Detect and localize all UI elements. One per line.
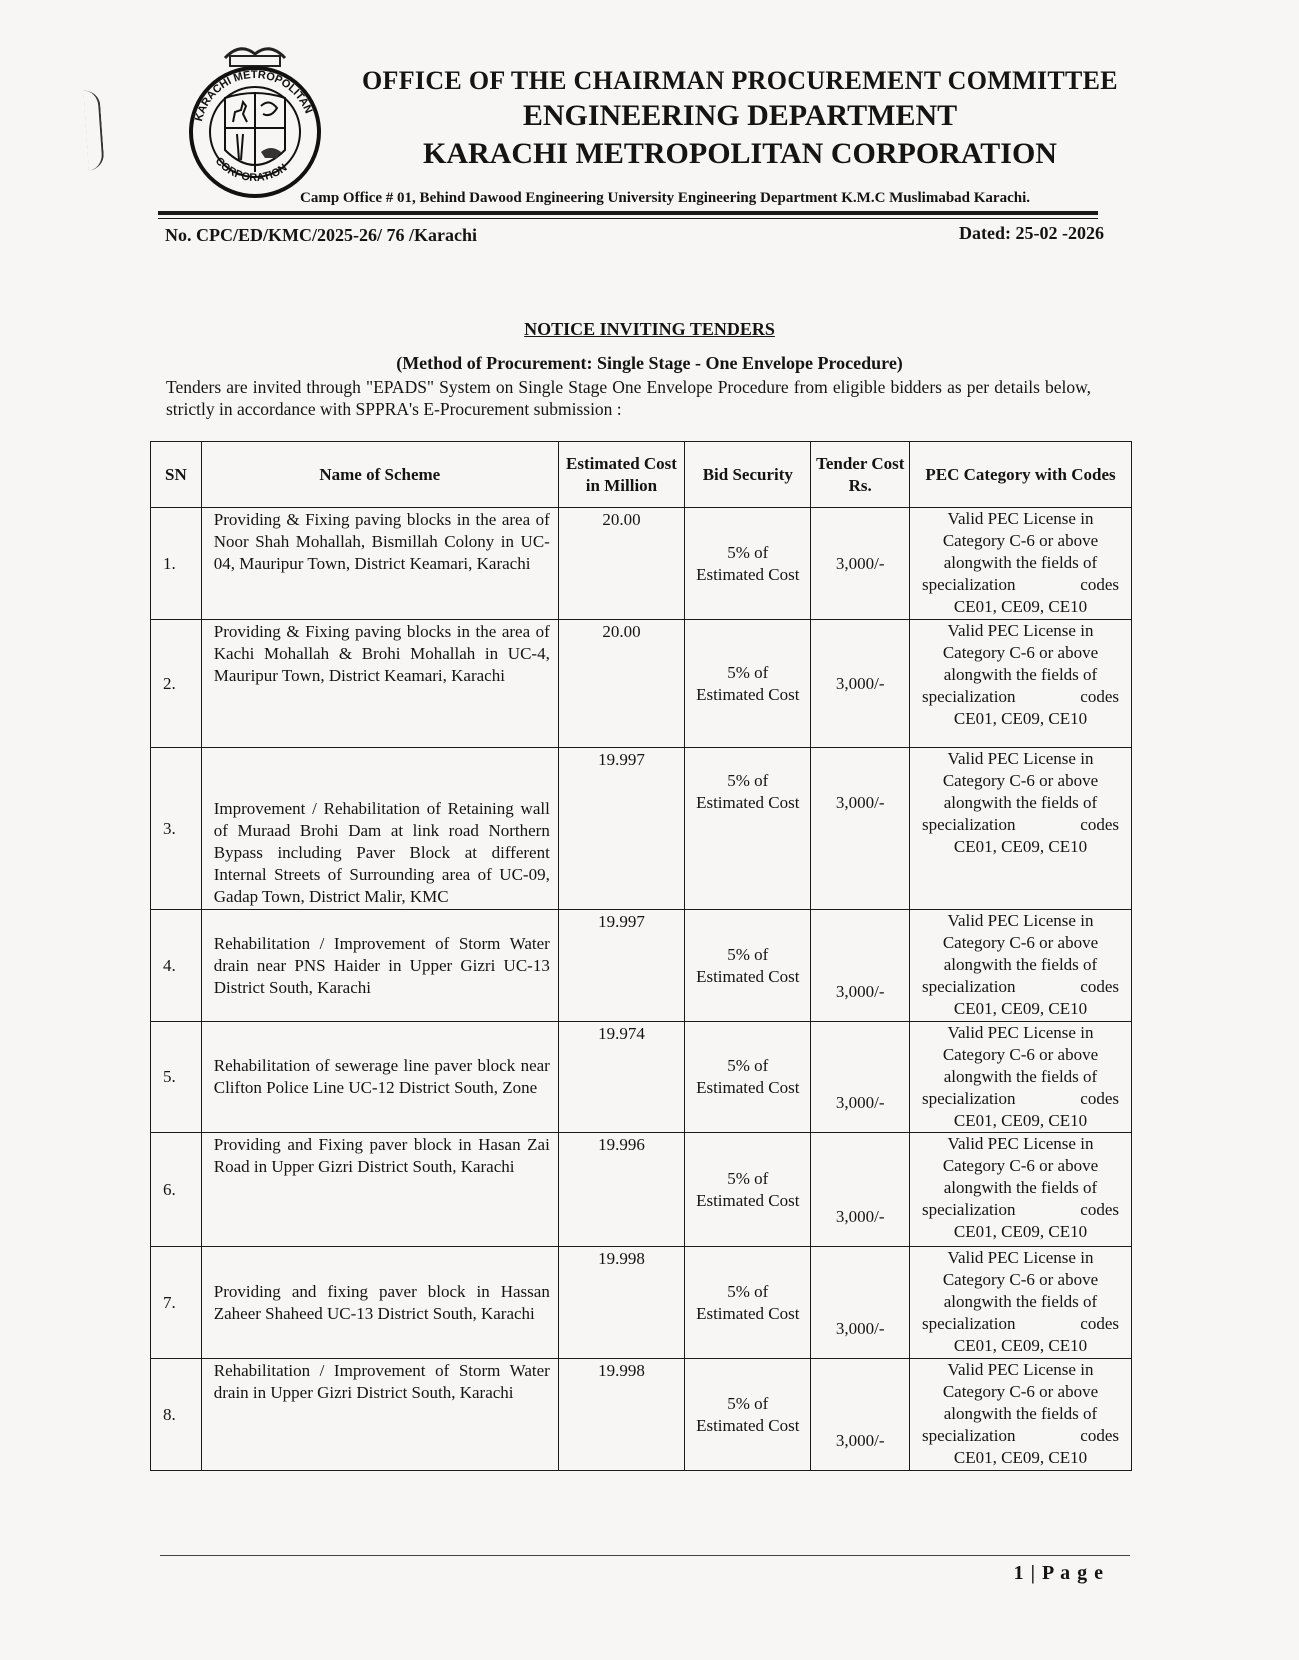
cell-tender-cost: 3,000/- — [811, 1247, 910, 1359]
cell-bid-security: 5% of Estimated Cost — [685, 1133, 811, 1247]
pec-spec-label: specialization — [922, 687, 1016, 706]
cell-tender-cost: 3,000/- — [811, 1359, 910, 1471]
cell-scheme: Rehabilitation / Improvement of Storm Water drain in Upper Gizri District South, Karachi — [201, 1359, 558, 1471]
procurement-method: (Method of Procurement: Single Stage - One Envelope Procedure) — [396, 353, 903, 373]
cell-estimated-cost: 19.997 — [558, 748, 684, 910]
pec-codes: CE01, CE09, CE10 — [953, 1448, 1088, 1467]
cell-estimated-cost: 19.996 — [558, 1133, 684, 1247]
cell-estimated-cost: 19.974 — [558, 1022, 684, 1133]
pec-license-text: Valid PEC License in Category C-6 or above alongwith the fields of — [942, 1023, 1099, 1086]
corporation-title: KARACHI METROPOLITAN CORPORATION — [423, 137, 1057, 170]
issue-date: Dated: 25-02 -2026 — [959, 223, 1104, 243]
cell-tender-cost: 3,000/- — [811, 910, 910, 1022]
header-scheme: Name of Scheme — [201, 442, 558, 508]
pec-license-text: Valid PEC License in Category C-6 or above alongwith the fields of — [942, 911, 1099, 974]
table-row — [151, 508, 1132, 620]
pec-codes-label: codes — [1080, 1089, 1119, 1108]
table-row — [151, 1133, 1132, 1247]
table-row — [151, 748, 1132, 910]
pec-specialization — [916, 1425, 1125, 1447]
header-pec-category: PEC Category with Codes — [910, 442, 1132, 508]
pec-codes-label: codes — [1080, 575, 1119, 594]
cell-sn: 4. — [151, 910, 202, 1022]
svg-text:KARACHI METROPOLITAN: KARACHI METROPOLITAN — [193, 68, 315, 123]
pec-spec-label: specialization — [922, 815, 1016, 834]
page-number: 1 | P a g e — [1013, 1562, 1104, 1584]
cell-sn: 8. — [151, 1359, 202, 1471]
pec-codes-label: codes — [1080, 1200, 1119, 1219]
cell-scheme: Rehabilitation / Improvement of Storm Water drain near PNS Haider in Upper Gizri UC-13 District South, Karachi — [201, 910, 558, 1022]
pec-spec-label: specialization — [922, 1200, 1016, 1219]
pen-mark — [83, 90, 105, 171]
cell-scheme: Improvement / Rehabilitation of Retaining wall of Muraad Brohi Dam at link road Northern Bypass including Paver Block at different Internal Streets of Surrounding area of UC-09, Gadap Town, District Malir, KMC — [201, 748, 558, 910]
cell-bid-security: 5% of Estimated Cost — [685, 910, 811, 1022]
pec-codes-label: codes — [1080, 687, 1119, 706]
cell-estimated-cost: 20.00 — [558, 620, 684, 748]
pec-codes-label: codes — [1080, 1314, 1119, 1333]
pec-specialization — [916, 574, 1125, 596]
cell-estimated-cost: 19.998 — [558, 1247, 684, 1359]
table-row — [151, 1247, 1132, 1359]
header-divider — [158, 211, 1098, 215]
pec-license-text: Valid PEC License in Category C-6 or above alongwith the fields of — [942, 1134, 1099, 1197]
table-row — [151, 1359, 1132, 1471]
pec-codes-label: codes — [1080, 977, 1119, 996]
cell-tender-cost: 3,000/- — [811, 508, 910, 620]
cell-bid-security: 5% of Estimated Cost — [685, 508, 811, 620]
pec-codes: CE01, CE09, CE10 — [953, 837, 1088, 856]
cell-bid-security: 5% of Estimated Cost — [685, 748, 811, 910]
kmc-seal-logo-icon — [185, 40, 325, 200]
table-row — [151, 910, 1132, 1022]
cell-sn: 7. — [151, 1247, 202, 1359]
table-row — [151, 620, 1132, 748]
pec-spec-label: specialization — [922, 977, 1016, 996]
pec-codes: CE01, CE09, CE10 — [953, 1336, 1088, 1355]
office-title: OFFICE OF THE CHAIRMAN PROCUREMENT COMMITTEE — [362, 66, 1118, 95]
pec-codes: CE01, CE09, CE10 — [953, 999, 1088, 1018]
pec-spec-label: specialization — [922, 575, 1016, 594]
cell-pec-category — [910, 1247, 1132, 1359]
pec-specialization — [916, 1199, 1125, 1221]
pec-specialization — [916, 1313, 1125, 1335]
tenders-table — [150, 441, 1132, 1471]
pec-specialization — [916, 814, 1125, 836]
header-estimated-cost: Estimated Cost in Million — [558, 442, 684, 508]
cell-sn: 6. — [151, 1133, 202, 1247]
pec-specialization — [916, 1088, 1125, 1110]
cell-tender-cost: 3,000/- — [811, 748, 910, 910]
department-title: ENGINEERING DEPARTMENT — [522, 99, 958, 132]
cell-tender-cost: 3,000/- — [811, 1133, 910, 1247]
cell-bid-security: 5% of Estimated Cost — [685, 1022, 811, 1133]
notice-intro: Tenders are invited through "EPADS" System on Single Stage One Envelope Procedure from eligible bidders as per details below, strictly in accordance with SPPRA's E-Procurement submission : — [166, 377, 1091, 419]
pec-codes-label: codes — [1080, 1426, 1119, 1445]
letterhead — [340, 64, 1140, 174]
cell-scheme: Providing and Fixing paver block in Hasan Zai Road in Upper Gizri District South, Karachi — [201, 1133, 558, 1247]
cell-pec-category — [910, 1359, 1132, 1471]
header-sn: SN — [151, 442, 202, 508]
pec-codes: CE01, CE09, CE10 — [953, 1222, 1088, 1241]
cell-sn: 3. — [151, 748, 202, 910]
pec-license-text: Valid PEC License in Category C-6 or above alongwith the fields of — [942, 1248, 1099, 1311]
cell-scheme: Providing & Fixing paving blocks in the area of Kachi Mohallah & Brohi Mohallah in UC-4, Mauripur Town, District Keamari, Karachi — [201, 620, 558, 748]
header-divider-thin — [158, 218, 1098, 219]
cell-scheme: Providing and fixing paver block in Hassan Zaheer Shaheed UC-13 District South, Karachi — [201, 1247, 558, 1359]
svg-text:CORPORATION: CORPORATION — [212, 155, 290, 185]
reference-number: No. CPC/ED/KMC/2025-26/ 76 /Karachi — [165, 225, 477, 245]
cell-pec-category — [910, 1133, 1132, 1247]
table-header-row — [151, 442, 1132, 508]
cell-pec-category — [910, 748, 1132, 910]
header-tender-cost: Tender Cost Rs. — [811, 442, 910, 508]
cell-tender-cost: 3,000/- — [811, 620, 910, 748]
cell-scheme: Providing & Fixing paving blocks in the area of Noor Shah Mohallah, Bismillah Colony in UC-04, Mauripur Town, District Keamari, Karachi — [201, 508, 558, 620]
pec-specialization — [916, 976, 1125, 998]
cell-tender-cost: 3,000/- — [811, 1022, 910, 1133]
pec-license-text: Valid PEC License in Category C-6 or above alongwith the fields of — [942, 621, 1099, 684]
cell-sn: 1. — [151, 508, 202, 620]
office-address: Camp Office # 01, Behind Dawood Engineering University Engineering Department K.M.C Muslimabad Karachi. — [300, 190, 1030, 206]
cell-estimated-cost: 19.997 — [558, 910, 684, 1022]
pec-specialization — [916, 686, 1125, 708]
pec-license-text: Valid PEC License in Category C-6 or above alongwith the fields of — [942, 749, 1099, 812]
footer-divider — [160, 1555, 1130, 1556]
cell-pec-category — [910, 508, 1132, 620]
pec-codes: CE01, CE09, CE10 — [953, 709, 1088, 728]
pec-spec-label: specialization — [922, 1089, 1016, 1108]
pec-license-text: Valid PEC License in Category C-6 or above alongwith the fields of — [942, 509, 1099, 572]
pec-spec-label: specialization — [922, 1314, 1016, 1333]
pec-codes-label: codes — [1080, 815, 1119, 834]
cell-pec-category — [910, 1022, 1132, 1133]
cell-scheme: Rehabilitation of sewerage line paver block near Clifton Police Line UC-12 District South, Zone — [201, 1022, 558, 1133]
cell-bid-security: 5% of Estimated Cost — [685, 620, 811, 748]
cell-bid-security: 5% of Estimated Cost — [685, 1247, 811, 1359]
pec-codes: CE01, CE09, CE10 — [953, 1111, 1088, 1130]
cell-sn: 5. — [151, 1022, 202, 1133]
header-bid-security: Bid Security — [685, 442, 811, 508]
cell-sn: 2. — [151, 620, 202, 748]
table-row — [151, 1022, 1132, 1133]
cell-pec-category — [910, 620, 1132, 748]
cell-bid-security: 5% of Estimated Cost — [685, 1359, 811, 1471]
cell-estimated-cost: 19.998 — [558, 1359, 684, 1471]
pec-codes: CE01, CE09, CE10 — [953, 597, 1088, 616]
pec-license-text: Valid PEC License in Category C-6 or above alongwith the fields of — [942, 1360, 1099, 1423]
cell-estimated-cost: 20.00 — [558, 508, 684, 620]
notice-title: NOTICE INVITING TENDERS — [524, 319, 775, 339]
cell-pec-category — [910, 910, 1132, 1022]
pec-spec-label: specialization — [922, 1426, 1016, 1445]
